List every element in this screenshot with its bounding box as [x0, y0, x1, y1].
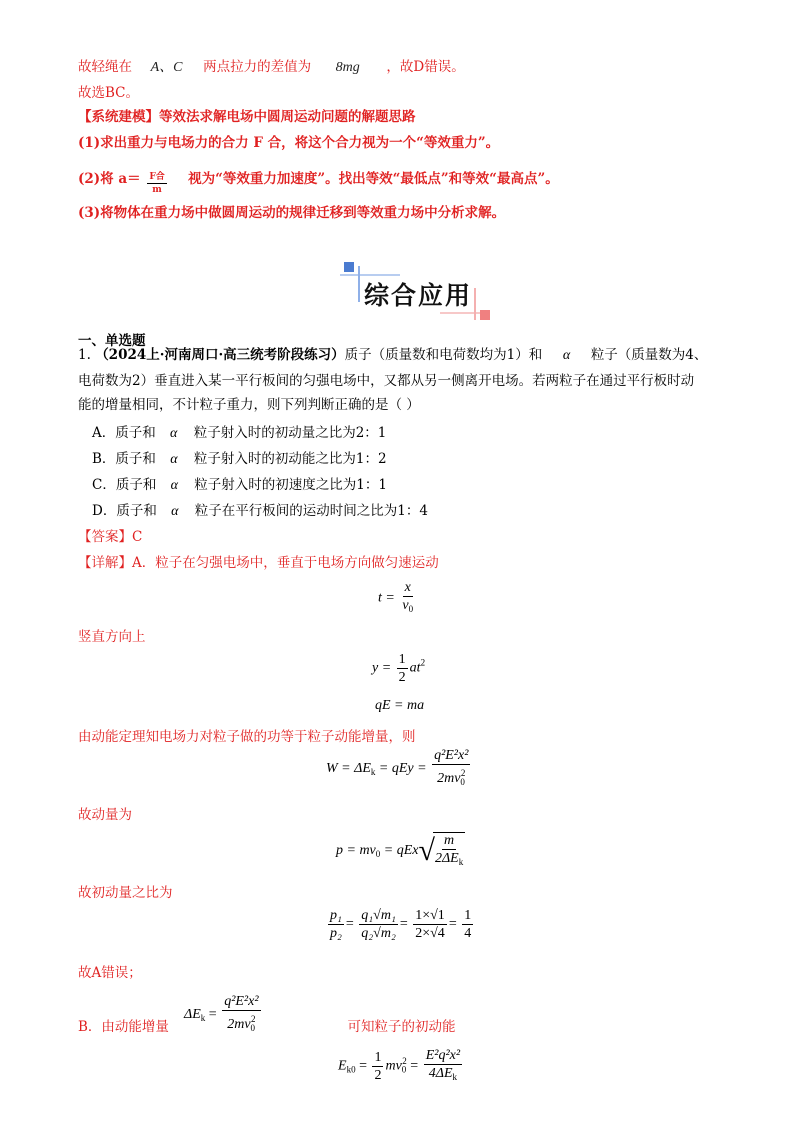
fraction	[222, 994, 260, 1036]
fraction	[328, 908, 344, 941]
formula-part: ΔE	[184, 1007, 201, 1023]
step-2-fraction	[147, 172, 166, 195]
formula-momentum: $p = mv_0 = qEx√$ $\frac{m}{2\Delta E_k}$	[336, 832, 467, 870]
fraction-numerator: p₁	[330, 908, 342, 923]
fraction	[433, 832, 465, 870]
option-text: 粒子射入时的初动能之比为1：2	[193, 451, 387, 467]
fraction-numerator: 1	[464, 908, 472, 923]
alpha-symbol: α	[562, 348, 571, 363]
formula-initial-kinetic-energy: $E_{k0}$ = $\frac{1}{2}$ $mv_0^2$ = $\frac{\text{E²q²x²}}{4\Delta E_k}$	[338, 1048, 461, 1083]
formula-part: E	[338, 1058, 347, 1074]
fraction-numerator: x	[404, 580, 411, 595]
fraction-denominator: 2	[398, 670, 406, 685]
answer-line	[78, 528, 142, 546]
text-segment: ，故D错误。	[386, 59, 465, 75]
formula-part: mv	[385, 1058, 402, 1074]
fraction-numerator: E²q²x²	[425, 1048, 461, 1063]
fraction-numerator: 1	[374, 1050, 382, 1065]
formula-part: y =	[372, 660, 392, 676]
fraction-numerator: q₁√m₁	[361, 908, 396, 923]
formula-part: 2ΔE	[434, 851, 459, 866]
banner-decoration	[480, 310, 490, 320]
choice-line: 故选BC。	[78, 85, 140, 101]
option-label: C．质子和	[92, 477, 157, 493]
formula-part: p = mv	[336, 843, 376, 859]
fraction-numerator: q²E²x²	[224, 994, 259, 1009]
formula-part: = qEx	[383, 843, 419, 859]
question-number: 1.	[78, 347, 91, 363]
formula-delta-ek: $\Delta E_k$ = $\frac{\text{q²E²x²}}{2mv_0^2}$	[184, 994, 263, 1036]
option-text: 粒子射入时的初速度之比为1：1	[194, 477, 387, 493]
fraction-denominator: 2×√4	[415, 926, 445, 941]
formula-work: $W = \Delta E_k$ = qEy = $\frac{\text{q²E²x²}}{2mv_0^2}$	[326, 748, 472, 790]
energy-line: 由动能定理知电场力对粒子做的功等于粒子动能增量，则	[78, 729, 416, 745]
formula-part: W = ΔE	[326, 761, 371, 777]
fraction	[359, 908, 398, 941]
fraction-numerator: q²E²x²	[434, 748, 469, 763]
formula-time	[378, 580, 417, 617]
formula-displacement: y = $\frac{1}{2}$ $at^2$	[372, 652, 426, 685]
step-2-prefix: (2)将 a＝	[78, 171, 141, 187]
fraction-denominator: $2\Delta E_k$	[434, 851, 464, 867]
fraction-numerator: 1	[398, 652, 406, 667]
model-tag: 【系统建模】	[78, 109, 159, 125]
question-text: 粒子（质量数为4、	[590, 347, 708, 363]
step-2	[78, 170, 559, 195]
tension-difference-value: 8mg	[335, 60, 360, 75]
formula-part: t =	[378, 590, 395, 606]
formula-part: 2mv	[227, 1017, 251, 1032]
step-3: (3)将物体在重力场中做圆周运动的规律迁移到等效重力场中分析求解。	[78, 205, 506, 221]
fraction-numerator: F合	[149, 172, 165, 182]
alpha-symbol: α	[170, 478, 178, 493]
formula-part: at	[409, 660, 421, 676]
line-b	[78, 1018, 456, 1036]
ratio-line: 故初动量之比为	[78, 885, 173, 901]
question-line-2: 电荷数为2）垂直进入某一平行板间的匀强电场中，又都从另一侧离开电场。若两粒子在通过平行板时动	[78, 373, 695, 389]
conclusion-line	[78, 58, 465, 77]
a-wrong-line: 故A错误；	[78, 965, 142, 981]
formula-part: = qEy =	[378, 761, 427, 777]
momentum-line: 故动量为	[78, 807, 132, 823]
option-a[interactable]	[92, 424, 386, 443]
step-2-text: 视为“等效重力加速度”。找出等效“最低点”和等效“最高点”。	[188, 171, 559, 187]
fraction-denominator: m	[152, 185, 162, 195]
banner-decoration	[474, 288, 476, 320]
formula-part: 2mv	[437, 771, 461, 786]
points-ac: A、C	[150, 60, 183, 75]
alpha-symbol: α	[170, 426, 178, 441]
fraction-denominator: $v_0$	[402, 598, 414, 614]
fraction-denominator: 4	[464, 926, 472, 941]
fraction	[397, 652, 408, 685]
question-line-3: 能的增量相同，不计粒子重力，则下列判断正确的是（ ）	[78, 397, 420, 413]
option-label: A．质子和	[92, 425, 156, 441]
banner-decoration	[358, 266, 360, 302]
detail-tag: 【详解】	[78, 555, 132, 571]
fraction	[462, 908, 473, 941]
question-source: （2024上·河南周口·高三统考阶段练习）	[95, 347, 345, 363]
formula-part: v	[402, 598, 409, 613]
vertical-line: 竖直方向上	[78, 629, 146, 645]
banner-decoration	[344, 262, 354, 272]
option-label: D．质子和	[92, 503, 157, 519]
question-text: 质子（质量数和电荷数均为1）和	[344, 347, 543, 363]
fraction-denominator: $2mv_0^2$	[437, 768, 466, 787]
question-line-1	[78, 346, 707, 365]
text-segment: 两点拉力的差值为	[203, 59, 312, 75]
alpha-symbol: α	[170, 452, 178, 467]
fraction-denominator: $2mv_0^2$	[227, 1014, 256, 1033]
text-segment: B．由动能增量	[78, 1019, 169, 1035]
section-banner	[340, 262, 490, 324]
model-heading	[78, 108, 416, 126]
fraction	[432, 748, 470, 790]
alpha-symbol: α	[171, 504, 179, 519]
text-segment: 可知粒子的初动能	[347, 1019, 456, 1035]
step-1: (1)求出重力与电场力的合力 F 合，将这个合力视为一个“等效重力”。	[78, 135, 500, 151]
option-b[interactable]	[92, 450, 387, 469]
fraction	[372, 1050, 383, 1083]
detail-line-a	[78, 554, 439, 572]
answer-value: C	[132, 529, 143, 545]
formula-momentum-ratio: $\frac{\text{p₁}}{\text{p₂}}$ = $\frac{\text{q₁√m₁}}{\text{q₂√m₂}}$ = $\frac{1\times√1}{2\times√4}$ = $\frac{1}{4}$	[330, 908, 472, 941]
option-label: B．质子和	[92, 451, 156, 467]
banner-title: 综合应用	[364, 281, 473, 310]
detail-text: A．粒子在匀强电场中，垂直于电场方向做匀速运动	[132, 555, 439, 571]
fraction-denominator: 2	[374, 1068, 382, 1083]
option-text: 粒子射入时的初动量之比为2：1	[193, 425, 387, 441]
formula-force: qE = ma	[375, 698, 425, 713]
formula-part: 4ΔE	[428, 1066, 453, 1081]
fraction	[424, 1048, 462, 1085]
fraction-numerator: m	[444, 833, 455, 848]
fraction-denominator: p₂	[330, 926, 342, 941]
fraction	[413, 908, 447, 941]
text-segment: 故轻绳在	[78, 59, 132, 75]
answer-tag: 【答案】	[78, 529, 132, 545]
option-d[interactable]	[92, 502, 428, 521]
fraction-numerator: 1×√1	[415, 908, 445, 923]
model-title: 等效法求解电场中圆周运动问题的解题思路	[159, 109, 416, 125]
option-c[interactable]	[92, 476, 387, 495]
fraction-denominator: $4\Delta E_k$	[428, 1066, 458, 1082]
section-heading: 一、单选题	[78, 333, 146, 349]
fraction	[400, 580, 415, 617]
fraction-denominator: q₂√m₂	[361, 926, 396, 941]
option-text: 粒子在平行板间的运动时间之比为1：4	[194, 503, 428, 519]
